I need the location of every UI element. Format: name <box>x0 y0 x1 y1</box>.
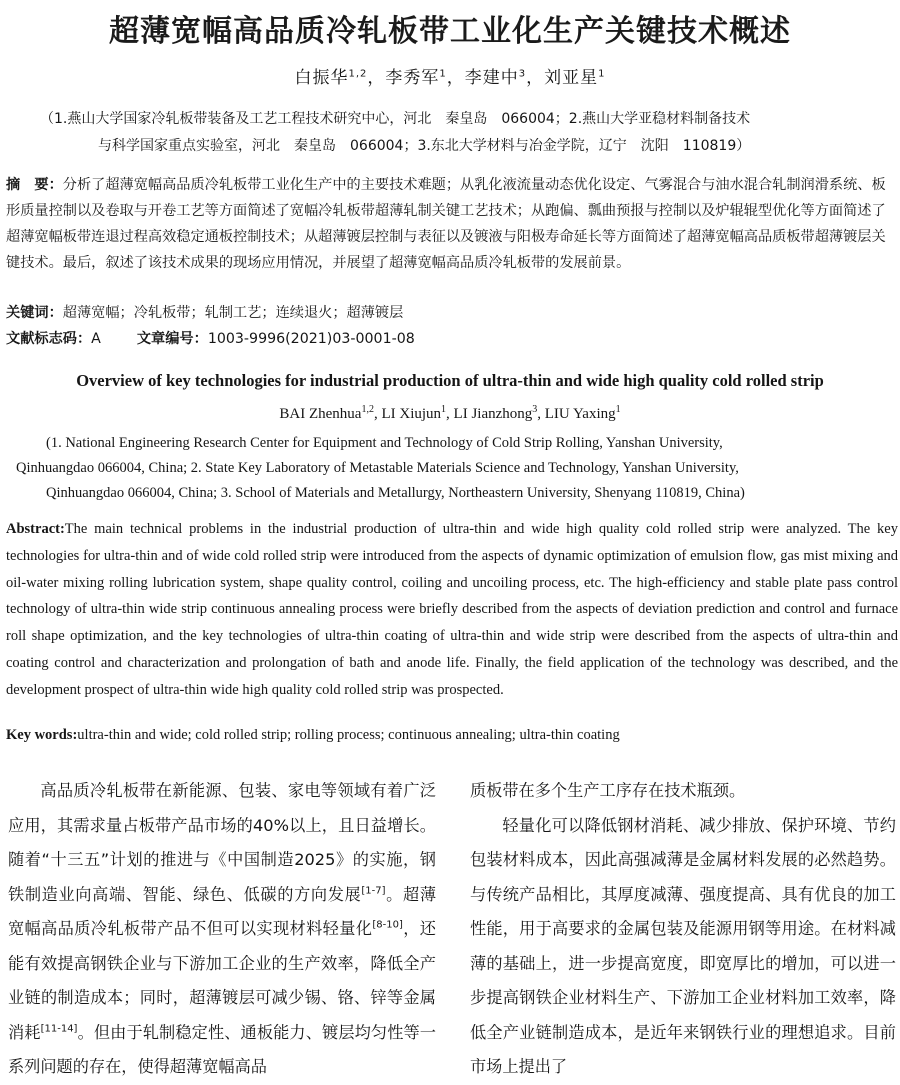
author-name: LI Xiujun <box>381 406 442 422</box>
keywords-cn-label: 关键词： <box>6 305 63 321</box>
abstract-cn-label: 摘 要： <box>6 177 63 193</box>
keywords-cn <box>6 300 896 326</box>
keywords-cn-text: 超薄宽幅；冷轧板带；轧制工艺；连续退火；超薄镀层 <box>62 305 404 321</box>
keywords-en <box>6 722 898 749</box>
abstract-cn-text: 分析了超薄宽幅高品质冷轧板带工业化生产中的主要技术难题；从乳化液流量动态优化设定、气雾混合与油水混合轧制润滑系统、板形质量控制以及卷取与开卷工艺等方面简述了宽幅冷轧板带超薄轧制关键工艺技术；从跑偏、瓢曲预报与控制以及炉辊辊型优化等方面简述了超薄宽幅板带连退过程高效稳定通板控制技术；从超薄镀层控制与表征以及镀液与阳极寿命延长等方面简述了超薄宽幅高品质板带超薄镀层关键技术。最后，叙述了该技术成果的现场应用情况，并展望了超薄宽幅高品质冷轧板带的发展前景。 <box>6 177 886 271</box>
author-sup: 1 <box>441 404 447 415</box>
citation: [8-10] <box>372 919 403 931</box>
doc-info-cn <box>6 326 896 352</box>
author-name: LI Jianzhong <box>453 406 533 422</box>
author-name: BAI Zhenhua <box>279 406 362 422</box>
author-name: 李秀军 <box>385 68 440 88</box>
author-sup: 1 <box>598 68 606 80</box>
author-sup: 3 <box>532 404 538 415</box>
affiliation-cn-line2: 与科学国家重点实验室，河北 秦皇岛 066004；3.东北大学材料与冶金学院，辽宁 沈阳 110819） <box>98 138 751 154</box>
title-en: Overview of key technologies for industrial production of ultra-thin and wide high quality cold rolled strip <box>76 371 824 390</box>
authors-en: BAI Zhenhua$^{1,2}$, LI Xiujun$^1$, LI Jianzhong$^3$, LIU Yaxing$^1$ <box>279 404 621 422</box>
abstract-en-text: The main technical problems in the industrial production of ultra-thin and wide high quality cold rolled strip were analyzed. The key technologies for ultra-thin and of wide cold rolled strip were introduced from the aspects of dynamic optimization of emulsion flow, gas mist mixing and oil-water mixing rolling lubrication system, shape quality control, coiling and uncoiling process, etc. The high-efficiency and stable plate pass control technology of ultra-thin wide strip continuous annealing process were briefly described from the aspects of deviation prediction and control and furnace roll shape optimization, and the key technologies of ultra-thin coating of ultra-thin and wide strip were described from the aspects of ultra-thin and coating control and characterization and prolongation of bath and anode life. Finally, the field application of the technology was described, and the development prospect of ultra-thin wide high quality cold rolled strip was prospected. <box>6 521 898 698</box>
body-paragraph: 质板带在多个生产工序存在技术瓶颈。 <box>470 781 746 800</box>
body-paragraph: 轻量化可以降低钢材消耗、减少排放、保护环境、节约包装材料成本，因此高强减薄是金属材料发展的必然趋势。与传统产品相比，其厚度减薄、强度提高、具有优良的加工性能，用于高要求的金属包装及能源用钢等用途。在材料减薄的基础上，进一步提高宽度，即宽厚比的增加，可以进一步提高钢铁企业材料生产、下游加工企业材料加工效率，降低全产业链制造成本，是近年来钢铁行业的理想追求。目前市场上提出了 <box>470 815 896 1076</box>
authors-cn: 白振华$^{1,2}$，李秀军$^1$，李建中$^3$，刘亚星$^1$ <box>294 68 606 88</box>
keywords-en-text: ultra-thin and wide; cold rolled strip; rolling process; continuous annealing; ultra-thin coating <box>77 727 620 743</box>
affiliation-en-line3: Qinhuangdao 066004, China; 3. School of Materials and Metallurgy, Northeastern University, Shenyang 110819, China) <box>46 485 745 501</box>
body-text: ，还能有效提高钢铁企业与下游加工企业的生产效率，降低全产业链的制造成本；同时，超薄镀层可减少锡、铬、锌等金属消耗 <box>8 919 436 1042</box>
author-name: 刘亚星 <box>544 68 599 88</box>
author-sup: 1,2 <box>361 404 374 415</box>
author-sup: 3 <box>518 68 527 80</box>
body-text: 。但由于轧制稳定性、通板能力、镀层均匀性等一系列问题的存在，使得超薄宽幅高品 <box>8 1022 436 1076</box>
author-sup: 1 <box>615 404 621 415</box>
citation: [11-14] <box>40 1023 78 1035</box>
article-no-label: 文章编号： <box>136 331 208 347</box>
abstract-cn <box>6 172 896 276</box>
affiliation-cn-line1: （1.燕山大学国家冷轧板带装备及工艺工程技术研究中心，河北 秦皇岛 066004；2.燕山大学亚稳材料制备技术 <box>40 111 751 127</box>
doc-code: A <box>91 331 101 347</box>
body-paragraph <box>8 774 436 1085</box>
body-left-column <box>8 774 436 1085</box>
citation: [1-7] <box>361 885 386 897</box>
doc-code-label: 文献标志码： <box>6 331 92 347</box>
title-cn: 超薄宽幅高品质冷轧板带工业化生产关键技术概述 <box>109 14 791 49</box>
abstract-en-label: Abstract: <box>6 521 65 537</box>
body-text: 。超薄宽幅高品质冷轧板带产品不但可以实现材料轻量化 <box>8 884 437 938</box>
author-name: 李建中 <box>464 68 519 88</box>
affiliation-en-line2: Qinhuangdao 066004, China; 2. State Key Laboratory of Metastable Materials Science and Technology, Yanshan University, <box>16 460 739 476</box>
article-no: 1003-9996(2021)03-0001-08 <box>207 331 415 347</box>
author-name: LIU Yaxing <box>544 406 616 422</box>
keywords-en-label: Key words: <box>6 727 78 743</box>
author-sup: 1 <box>439 68 447 80</box>
affiliation-en-line1: (1. National Engineering Research Center for Equipment and Technology of Cold Strip Rolling, Yanshan University, <box>46 435 723 451</box>
body-right-column <box>470 774 896 1085</box>
author-name: 白振华 <box>294 68 349 88</box>
abstract-en <box>6 516 898 704</box>
body-text: 高品质冷轧板带在新能源、包装、家电等领域有着广泛应用，其需求量占板带产品市场的40%以上，且日益增长。随着“十三五”计划的推进与《中国制造2025》的实施，钢铁制造业向高端、智能、绿色、低碳的方向发展 <box>8 781 436 904</box>
author-sup: 1,2 <box>348 68 368 80</box>
